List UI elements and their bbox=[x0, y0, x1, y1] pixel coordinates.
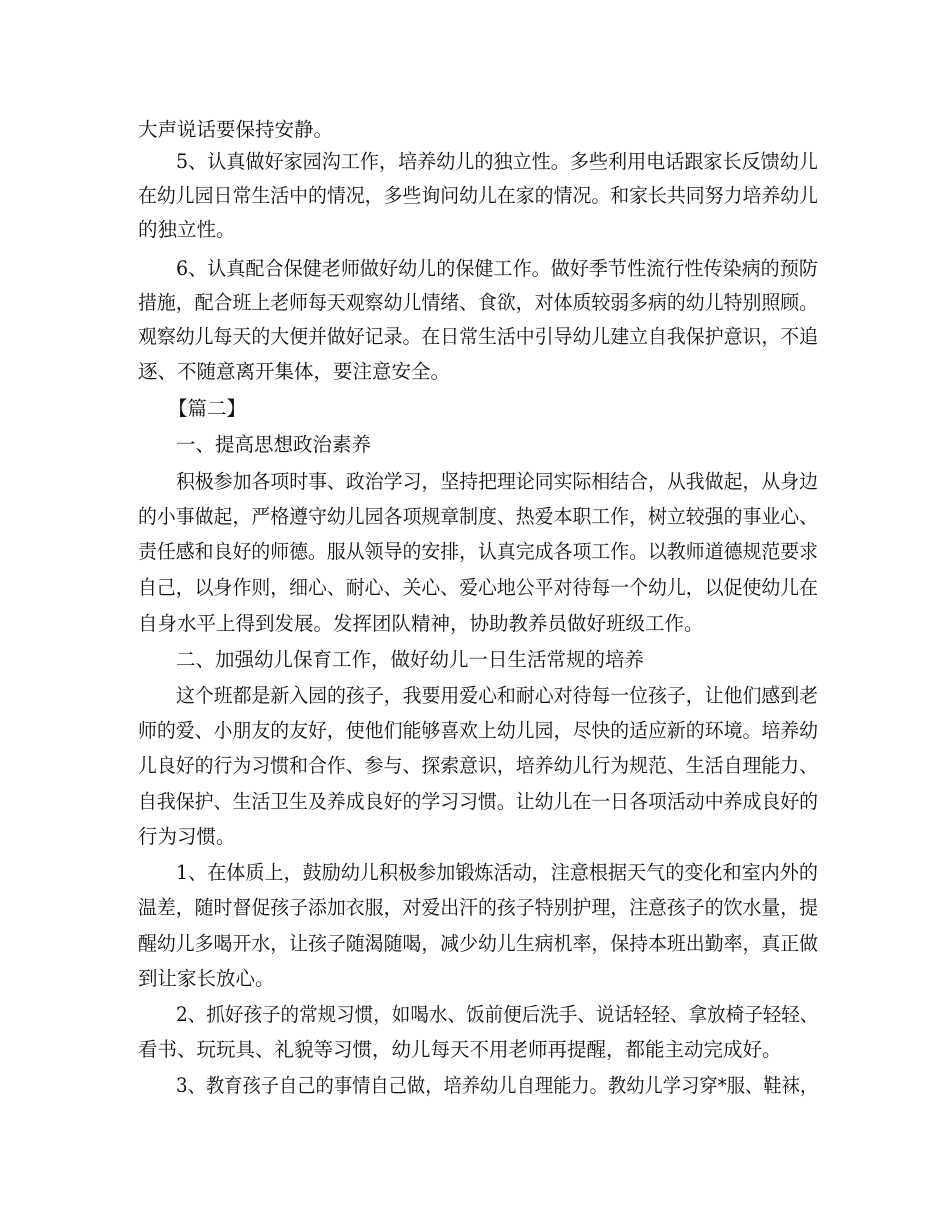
text-line: 温差，随时督促孩子添加衣服，对爱出汗的孩子特别护理，注意孩子的饮水量，提 bbox=[138, 896, 819, 919]
text-line: 措施，配合班上老师每天观察幼儿情绪、食欲，对体质较弱多病的幼儿特别照顾。 bbox=[138, 291, 819, 314]
text-line: 自我保护、生活卫生及养成良好的学习习惯。让幼儿在一日各项活动中养成良好的 bbox=[138, 790, 819, 813]
text-line: 的小事做起，严格遵守幼儿园各项规章制度、热爱本职工作，树立较强的事业心、 bbox=[138, 505, 819, 528]
text-line: 逐、不随意离开集体，要注意安全。 bbox=[138, 360, 451, 383]
section-heading: 【篇二】 bbox=[168, 397, 247, 420]
text-line: 行为习惯。 bbox=[138, 825, 236, 848]
text-line: 大声说话要保持安静。 bbox=[138, 118, 334, 141]
text-line: 儿良好的行为习惯和合作、参与、探索意识，培养幼儿行为规范、生活自理能力、 bbox=[138, 754, 819, 777]
text-line: 2、抓好孩子的常规习惯，如喝水、饭前便后洗手、说话轻轻、拿放椅子轻轻、 bbox=[176, 1003, 819, 1026]
text-line: 在幼儿园日常生活中的情况，多些询问幼儿在家的情况。和家长共同努力培养幼儿 bbox=[138, 184, 819, 207]
text-line: 5、认真做好家园沟工作，培养幼儿的独立性。多些利用电话跟家长反馈幼儿 bbox=[176, 150, 818, 173]
text-line: 这个班都是新入园的孩子，我要用爱心和耐心对待每一位孩子，让他们感到老 bbox=[176, 684, 818, 707]
subsection-heading: 二、加强幼儿保育工作，做好幼儿一日生活常规的培养 bbox=[176, 648, 645, 671]
text-line: 师的爱、小朋友的友好，使他们能够喜欢上幼儿园，尽快的适应新的环境。培养幼 bbox=[138, 719, 819, 742]
text-line: 3、教育孩子自己的事情自己做，培养幼儿自理能力。教幼儿学习穿*服、鞋袜， bbox=[176, 1074, 819, 1097]
text-line: 的独立性。 bbox=[138, 218, 236, 241]
text-line: 到让家长放心。 bbox=[138, 967, 275, 990]
text-line: 1、在体质上，鼓励幼儿积极参加锻炼活动，注意根据天气的变化和室内外的 bbox=[176, 861, 818, 884]
text-line: 观察幼儿每天的大便并做好记录。在日常生活中引导幼儿建立自我保护意识，不追 bbox=[138, 325, 819, 348]
subsection-heading: 一、提高思想政治素养 bbox=[176, 433, 372, 456]
text-line: 看书、玩玩具、礼貌等习惯，幼儿每天不用老师再提醒，都能主动完成好。 bbox=[138, 1038, 782, 1061]
text-line: 责任感和良好的师德。服从领导的安排，认真完成各项工作。以教师道德规范要求 bbox=[138, 540, 819, 563]
text-line: 积极参加各项时事、政治学习，坚持把理论同实际相结合，从我做起，从身边 bbox=[176, 470, 818, 493]
text-line: 自身水平上得到发展。发挥团队精神，协助教养员做好班级工作。 bbox=[138, 612, 704, 635]
text-line: 自己，以身作则，细心、耐心、关心、爱心地公平对待每一个幼儿，以促使幼儿在 bbox=[138, 576, 819, 599]
text-line: 6、认真配合保健老师做好幼儿的保健工作。做好季节性流行性传染病的预防 bbox=[176, 257, 818, 280]
text-line: 醒幼儿多喝开水，让孩子随渴随喝，减少幼儿生病机率，保持本班出勤率，真正做 bbox=[138, 932, 819, 955]
